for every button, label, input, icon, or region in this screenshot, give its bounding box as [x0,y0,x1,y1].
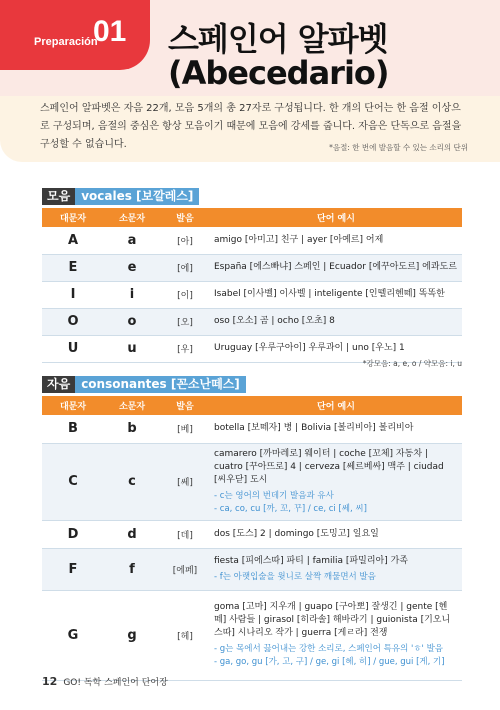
vowels-label-es: vocales [보깔레스] [75,188,199,205]
table-row [42,308,462,335]
pronunciation: [우] [160,335,210,362]
col-example: 단어 예시 [210,396,462,415]
word-example [210,548,462,590]
consonants-label-es: consonantes [꼰소난떼스] [75,376,246,393]
section-number: 01 [93,15,127,48]
table-header-row [42,396,462,415]
page-subtitle: (Abecedario) [168,54,389,92]
intro-footnote: *음절: 한 번에 발음할 수 있는 소리의 단위 [329,143,468,152]
page-number: 12 [42,675,58,688]
vowels-label-ko: 모음 [42,188,75,205]
example-text: goma [고마] 지우개 | guapo [구아뽀] 잘생긴 | gente [헨떼] 사람들 | girasol [히라솔] 해바라기 | guionista [기오니스따] 시나리오 작가 | guerra [게ㄹ라] 전쟁 [214,602,451,638]
table-row [42,548,462,590]
lower-letter: o [104,308,160,335]
example-text: camarero [까마레로] 웨이터 | coche [꼬체] 자동차 | cuatro [꾸아뜨로] 4 | cerveza [쎄르베싸] 맥주 | ciudad [씨우닫] 도시 [214,448,444,485]
word-example: oso [오소] 곰 | ocho [오초] 8 [210,308,462,335]
page-title: 스페인어 알파벳 [168,20,388,58]
word-example: España [에스빠냐] 스페인 | Ecuador [에꾸아도르] 에콰도르 [210,254,462,281]
table-row [42,590,462,680]
vowels-note: *강모음: a, e, o / 약모음: i, u [362,359,462,368]
lower-letter: u [104,335,160,362]
intro-text: 스페인어 알파벳은 자음 22개, 모음 5개의 총 27자로 구성됩니다. 한 개의 단어는 한 음절 이상으로 구성되며, 음절의 중심은 항상 모음이기 때문에 모음에 강세를 줍니다. 자음은 단독으로 음절을 구성할 수 없습니다. [40,103,462,150]
table-header-row [42,208,462,227]
word-example [210,443,462,520]
consonants-label-ko: 자음 [42,376,75,393]
lower-letter: a [104,227,160,254]
col-lower: 소문자 [104,208,160,227]
consonants-table [42,396,462,681]
word-example: amigo [아미고] 친구 | ayer [아예르] 어제 [210,227,462,254]
table-row [42,254,462,281]
pronunciation-tip: - f는 아랫입술을 윗니로 살짝 깨물면서 발음 [214,571,376,582]
upper-letter: C [42,443,104,520]
upper-letter: G [42,590,104,680]
pronunciation: [오] [160,308,210,335]
pronunciation: [데] [160,520,210,548]
col-upper: 대문자 [42,396,104,415]
section-label: Preparación [34,36,98,48]
example-text: botella [보떼자] 병 | Bolivia [볼리비아] 볼리비아 [214,423,414,434]
table-row [42,443,462,520]
pronunciation: [에] [160,254,210,281]
pronunciation: [베] [160,415,210,443]
lower-letter: g [104,590,160,680]
lower-letter: e [104,254,160,281]
upper-letter: O [42,308,104,335]
vowels-table [42,208,462,363]
col-sound: 발음 [160,208,210,227]
lower-letter: d [104,520,160,548]
table-row [42,281,462,308]
word-example: Isabel [이사벨] 이사벨 | inteligente [인뗄리헨떼] 똑똑한 [210,281,462,308]
lower-letter: i [104,281,160,308]
col-sound: 발음 [160,396,210,415]
pronunciation: [헤] [160,590,210,680]
pronunciation: [에페] [160,548,210,590]
page-footer [42,675,168,688]
table-row [42,415,462,443]
word-example [210,590,462,680]
table-row [42,227,462,254]
lower-letter: b [104,415,160,443]
pronunciation-tip: - c는 영어의 번데기 발음과 유사 - ca, co, cu [까, 꼬, 꾸] / ce, ci [쎄, 씨] [214,490,367,514]
consonants-heading [42,376,246,393]
upper-letter: F [42,548,104,590]
word-example: Uruguay [우루구아이] 우루과이 | uno [우노] 1 [210,335,462,362]
section-tab [0,0,150,70]
word-example [210,520,462,548]
book-title: GO! 독학 스페인어 단어장 [63,678,168,688]
upper-letter: A [42,227,104,254]
pronunciation: [이] [160,281,210,308]
col-upper: 대문자 [42,208,104,227]
upper-letter: I [42,281,104,308]
upper-letter: B [42,415,104,443]
pronunciation: [쎄] [160,443,210,520]
upper-letter: U [42,335,104,362]
example-text: fiesta [피에스따] 파티 | familia [파밀리아] 가족 [214,555,408,566]
pronunciation-tip: - g는 목에서 끓어내는 강한 소리로, 스페인어 특유의 'ㅎ' 발음 - ga, go, gu [가, 고, 구] / ge, gi [헤, 히] / gue, gui [게, 기] [214,644,445,667]
col-example: 단어 예시 [210,208,462,227]
upper-letter: E [42,254,104,281]
upper-letter: D [42,520,104,548]
pronunciation: [아] [160,227,210,254]
vowels-heading [42,188,199,205]
lower-letter: f [104,548,160,590]
table-row [42,520,462,548]
example-text: dos [도스] 2 | domingo [도밍고] 일요일 [214,528,379,539]
col-lower: 소문자 [104,396,160,415]
word-example [210,415,462,443]
lower-letter: c [104,443,160,520]
